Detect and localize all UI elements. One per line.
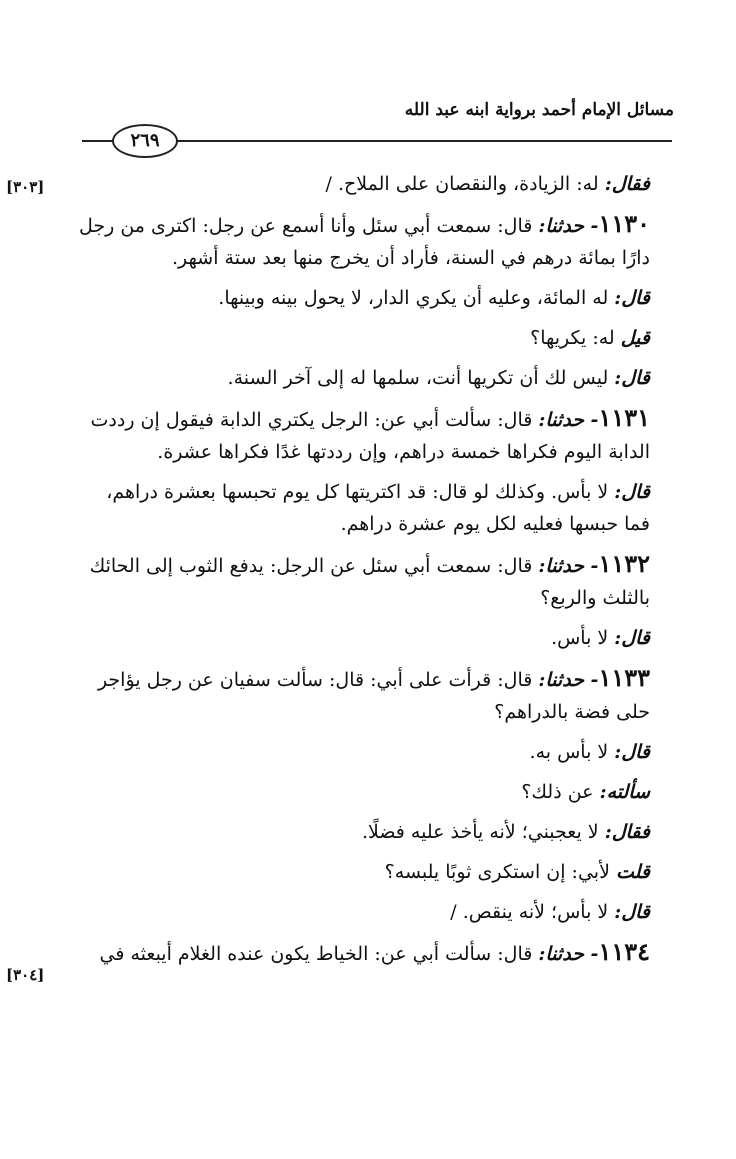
paragraph bbox=[78, 816, 678, 848]
hadith-paragraph bbox=[78, 662, 678, 728]
paragraph-text: قال: سألت أبي عن: الرجل يكتري الدابة فيقول إن رددت الدابة اليوم فكراها خمسة دراهم، وإن رددتها غدًا فكراها عشرة. bbox=[90, 409, 650, 463]
paragraph bbox=[78, 322, 678, 354]
paragraph bbox=[78, 476, 678, 540]
paragraph-text: له المائة، وعليه أن يكري الدار، لا يحول بينه وبينها. bbox=[218, 287, 609, 309]
paragraph-text: قال: سمعت أبي سئل عن الرجل: يدفع الثوب إلى الحائك بالثلث والربع؟ bbox=[89, 555, 650, 609]
hadith-number: ١١٣٣ bbox=[598, 663, 650, 692]
paragraph bbox=[78, 362, 678, 394]
paragraph-lead: قلت bbox=[615, 861, 650, 883]
paragraph bbox=[78, 736, 678, 768]
paragraph-text: لا بأس به. bbox=[529, 741, 609, 763]
hadith-number: ١١٣٠ bbox=[598, 209, 650, 238]
paragraph bbox=[78, 622, 678, 654]
paragraph-lead: - حدثنا: bbox=[538, 669, 599, 691]
paragraph-text: قال: سمعت أبي سئل وأنا أسمع عن رجل: اكترى من رجل دارًا بمائة درهم في السنة، فأراد أن يخرج منها بعد ستة أشهر. bbox=[78, 215, 650, 269]
paragraph-lead: - حدثنا: bbox=[538, 943, 599, 965]
paragraph-lead: قال: bbox=[614, 481, 650, 503]
hadith-paragraph bbox=[78, 402, 678, 468]
paragraph-lead: قال: bbox=[614, 901, 650, 923]
paragraph-text: لا بأس؛ لأنه ينقص. / bbox=[450, 901, 609, 923]
running-header: مسائل الإمام أحمد برواية ابنه عبد الله bbox=[404, 100, 674, 120]
paragraph-lead: قيل bbox=[620, 327, 650, 349]
paragraph-text: لأبي: إن استكرى ثوبًا يلبسه؟ bbox=[384, 861, 610, 883]
hadith-paragraph bbox=[78, 208, 678, 274]
paragraph bbox=[78, 896, 678, 928]
document-body bbox=[78, 168, 678, 978]
paragraph-text: عن ذلك؟ bbox=[521, 781, 594, 803]
paragraph-lead: - حدثنا: bbox=[538, 215, 599, 237]
paragraph bbox=[78, 856, 678, 888]
page-number: ٢٦٩ bbox=[112, 124, 178, 158]
paragraph-lead: سألته: bbox=[599, 781, 650, 803]
margin-ref: [٣٠٤] bbox=[6, 966, 45, 984]
paragraph-lead: - حدثنا: bbox=[538, 409, 599, 431]
paragraph-lead: قال: bbox=[614, 627, 650, 649]
paragraph-text: له: يكريها؟ bbox=[530, 327, 615, 349]
paragraph-lead: قال: bbox=[614, 287, 650, 309]
hadith-number: ١١٣١ bbox=[598, 403, 650, 432]
hadith-number: ١١٣٤ bbox=[598, 937, 650, 966]
paragraph-text: ليس لك أن تكريها أنت، سلمها له إلى آخر السنة. bbox=[227, 367, 609, 389]
paragraph-lead: فقال: bbox=[604, 173, 650, 195]
paragraph-lead: قال: bbox=[614, 367, 650, 389]
margin-ref: [٣٠٣] bbox=[6, 178, 45, 196]
paragraph-text: لا يعجبني؛ لأنه يأخذ عليه فضلًا. bbox=[361, 821, 599, 843]
paragraph bbox=[78, 168, 678, 200]
paragraph-text: لا بأس. وكذلك لو قال: قد اكتريتها كل يوم تحبسها بعشرة دراهم، فما حبسها فعليه لكل يوم عشرة دراهم. bbox=[106, 481, 650, 535]
paragraph-text: له: الزيادة، والنقصان على الملاح. / bbox=[325, 173, 599, 195]
paragraph-text: قال: قرأت على أبي: قال: سألت سفيان عن رجل يؤاجر حلى فضة بالدراهم؟ bbox=[97, 669, 650, 723]
hadith-paragraph bbox=[78, 936, 678, 970]
paragraph-lead: قال: bbox=[614, 741, 650, 763]
paragraph-text: قال: سألت أبي عن: الخياط يكون عنده الغلام أيبعثه في bbox=[99, 943, 533, 965]
paragraph-lead: - حدثنا: bbox=[538, 555, 599, 577]
paragraph-text: لا بأس. bbox=[551, 627, 609, 649]
hadith-paragraph bbox=[78, 548, 678, 614]
paragraph-lead: فقال: bbox=[604, 821, 650, 843]
paragraph bbox=[78, 776, 678, 808]
hadith-number: ١١٣٢ bbox=[598, 549, 650, 578]
paragraph bbox=[78, 282, 678, 314]
